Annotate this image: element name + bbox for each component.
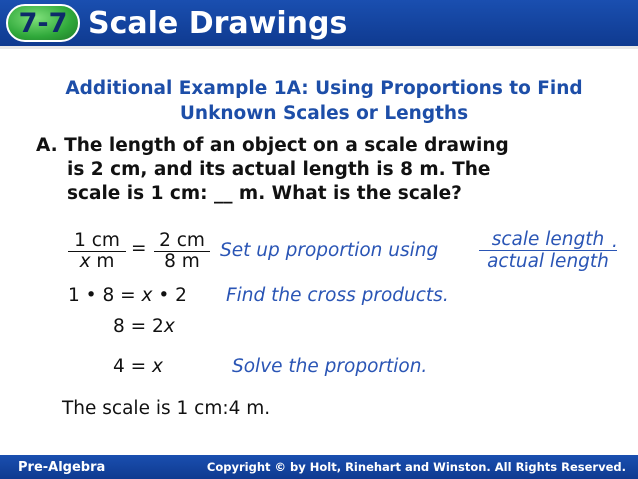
copyright-notice: Copyright © by Holt, Rinehart and Winston. All Rights Reserved. <box>206 460 626 474</box>
equals-sign: = <box>131 238 147 259</box>
fraction-2-denominator: 8 m <box>164 251 200 272</box>
problem-statement <box>36 134 616 206</box>
page-title: Scale Drawings <box>88 6 348 41</box>
example-subtitle <box>24 76 624 126</box>
course-label: Pre-Algebra <box>18 460 106 475</box>
footer-bar <box>0 455 638 479</box>
problem-line-1: A. The length of an object on a scale drawing <box>36 135 509 156</box>
header-divider <box>0 46 638 49</box>
fraction-1-numerator: 1 cm <box>68 231 126 252</box>
note-fraction-numerator: scale length <box>479 229 617 251</box>
fraction-2-numerator: 2 cm <box>154 231 210 252</box>
lesson-badge: 7-7 <box>6 4 80 42</box>
fraction-1-denominator: x m <box>79 251 115 272</box>
fraction-one-cm-over-x-m <box>68 231 126 272</box>
cross-products-equation: 1 • 8 = x • 2 <box>68 285 187 306</box>
subtitle-line-1: Additional Example 1A: Using Proportions to Find <box>65 78 583 99</box>
note-period: . <box>612 231 618 252</box>
answer-text: The scale is 1 cm:4 m. <box>62 398 271 419</box>
problem-line-3: scale is 1 cm: __ m. What is the scale? <box>67 183 462 204</box>
note-cross-products: Find the cross products. <box>226 285 449 306</box>
note-set-up-proportion: Set up proportion using <box>220 240 439 261</box>
fraction-two-cm-over-eight-m <box>154 231 210 272</box>
subtitle-line-2: Unknown Scales or Lengths <box>179 103 469 124</box>
equation-eight-equals-two-x: 8 = 2x <box>113 316 175 337</box>
problem-line-2: is 2 cm, and its actual length is 8 m. The <box>67 159 491 180</box>
note-fraction-denominator: actual length <box>487 251 609 272</box>
fraction-scale-over-actual <box>479 229 617 272</box>
equation-four-equals-x: 4 = x <box>113 356 163 377</box>
note-solve-proportion: Solve the proportion. <box>232 356 428 377</box>
